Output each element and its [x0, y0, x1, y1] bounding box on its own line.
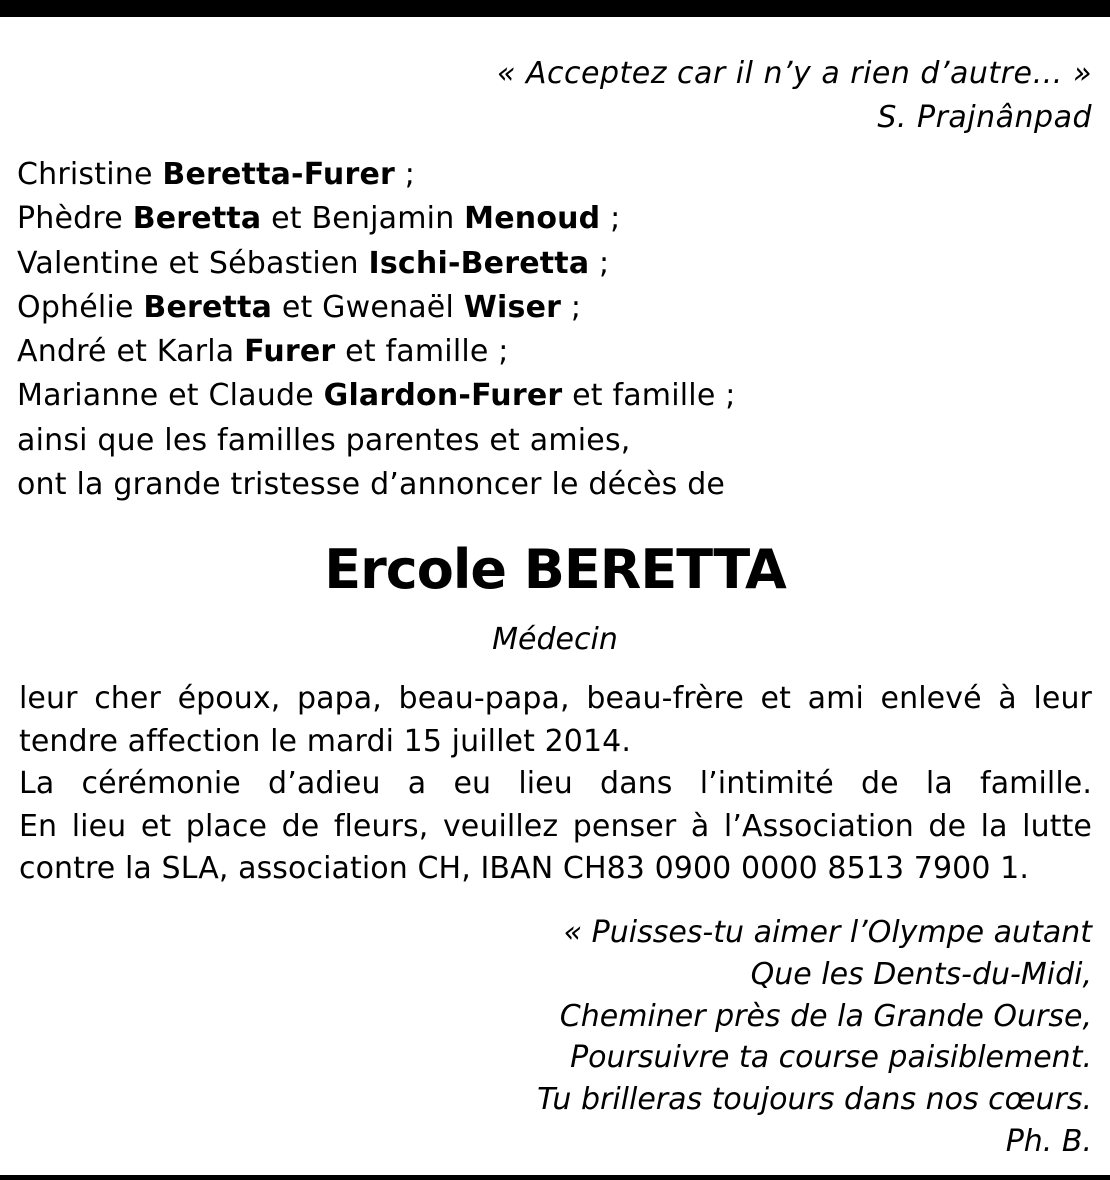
family-list: [17, 153, 736, 507]
family-surname: Furer: [244, 334, 336, 370]
family-line: [17, 330, 736, 374]
poem-line: Que les Dents-du-Midi,: [750, 956, 1092, 992]
family-text: et famille ;: [335, 334, 509, 370]
family-text: et Gwenaël: [272, 289, 464, 325]
family-text: ;: [600, 201, 621, 237]
family-surname: Ischi-Beretta: [368, 245, 590, 281]
family-line: [17, 153, 736, 197]
family-text: Valentine et Sébastien: [17, 245, 369, 281]
top-border-rule: [0, 0, 1110, 17]
family-surname: Beretta-Furer: [162, 157, 395, 192]
family-text: ;: [395, 157, 416, 192]
epigraph: [497, 52, 1092, 140]
epigraph-author: S. Prajnânpad: [877, 100, 1092, 135]
family-text: ;: [589, 245, 610, 281]
closing-poem: [537, 912, 1092, 1163]
deceased-profession: Médecin: [492, 622, 618, 657]
family-text: Marianne et Claude: [17, 378, 324, 414]
family-text: et famille ;: [562, 378, 736, 414]
body-line: tendre affection le mardi 15 juillet 2014.: [19, 723, 631, 759]
family-line: [17, 419, 736, 463]
poem-line: Poursuivre ta course paisiblement.: [570, 1040, 1092, 1076]
poem-line: Tu brilleras toujours dans nos cœurs.: [537, 1082, 1092, 1118]
family-line: [17, 463, 736, 507]
poem-line: « Puisses-tu aimer l’Olympe autant: [563, 915, 1092, 950]
family-text: Phèdre: [17, 201, 133, 237]
poem-line: Cheminer près de la Grande Ourse,: [559, 998, 1092, 1034]
family-line: [17, 374, 736, 418]
epigraph-quote: « Acceptez car il n’y a rien d’autre… »: [496, 56, 1092, 91]
body-line: En lieu et place de fleurs, veuillez penser à l’Association de la lutte: [19, 808, 1092, 844]
poem-author: Ph. B.: [1005, 1123, 1092, 1159]
family-text: et Benjamin: [261, 201, 465, 237]
body-line: contre la SLA, association CH, IBAN CH83 0900 0000 8513 7900 1.: [19, 851, 1029, 886]
family-text: ;: [561, 289, 582, 325]
family-surname: Beretta: [132, 201, 262, 237]
family-text: ainsi que les familles parentes et amies,: [17, 422, 631, 458]
body-line: leur cher époux, papa, beau-papa, beau-frère et ami enlevé à leur: [19, 681, 1092, 716]
family-text: Christine: [17, 157, 163, 192]
family-surname: Menoud: [464, 201, 601, 237]
deceased-name: Ercole BERETTA: [324, 538, 786, 601]
family-surname: Wiser: [463, 289, 562, 325]
family-line: [17, 197, 736, 241]
bottom-border-rule: [0, 1175, 1110, 1180]
family-text: André et Karla: [17, 334, 245, 370]
body-line: La cérémonie d’adieu a eu lieu dans l’intimité de la famille.: [19, 766, 1092, 801]
family-line: [17, 242, 736, 286]
family-line: [17, 286, 736, 330]
family-surname: Beretta: [143, 289, 273, 325]
family-text: ont la grande tristesse d’annoncer le décès de: [17, 467, 726, 503]
family-text: Ophélie: [17, 289, 144, 325]
family-surname: Glardon-Furer: [323, 378, 563, 414]
announcement-body: [19, 678, 1092, 891]
